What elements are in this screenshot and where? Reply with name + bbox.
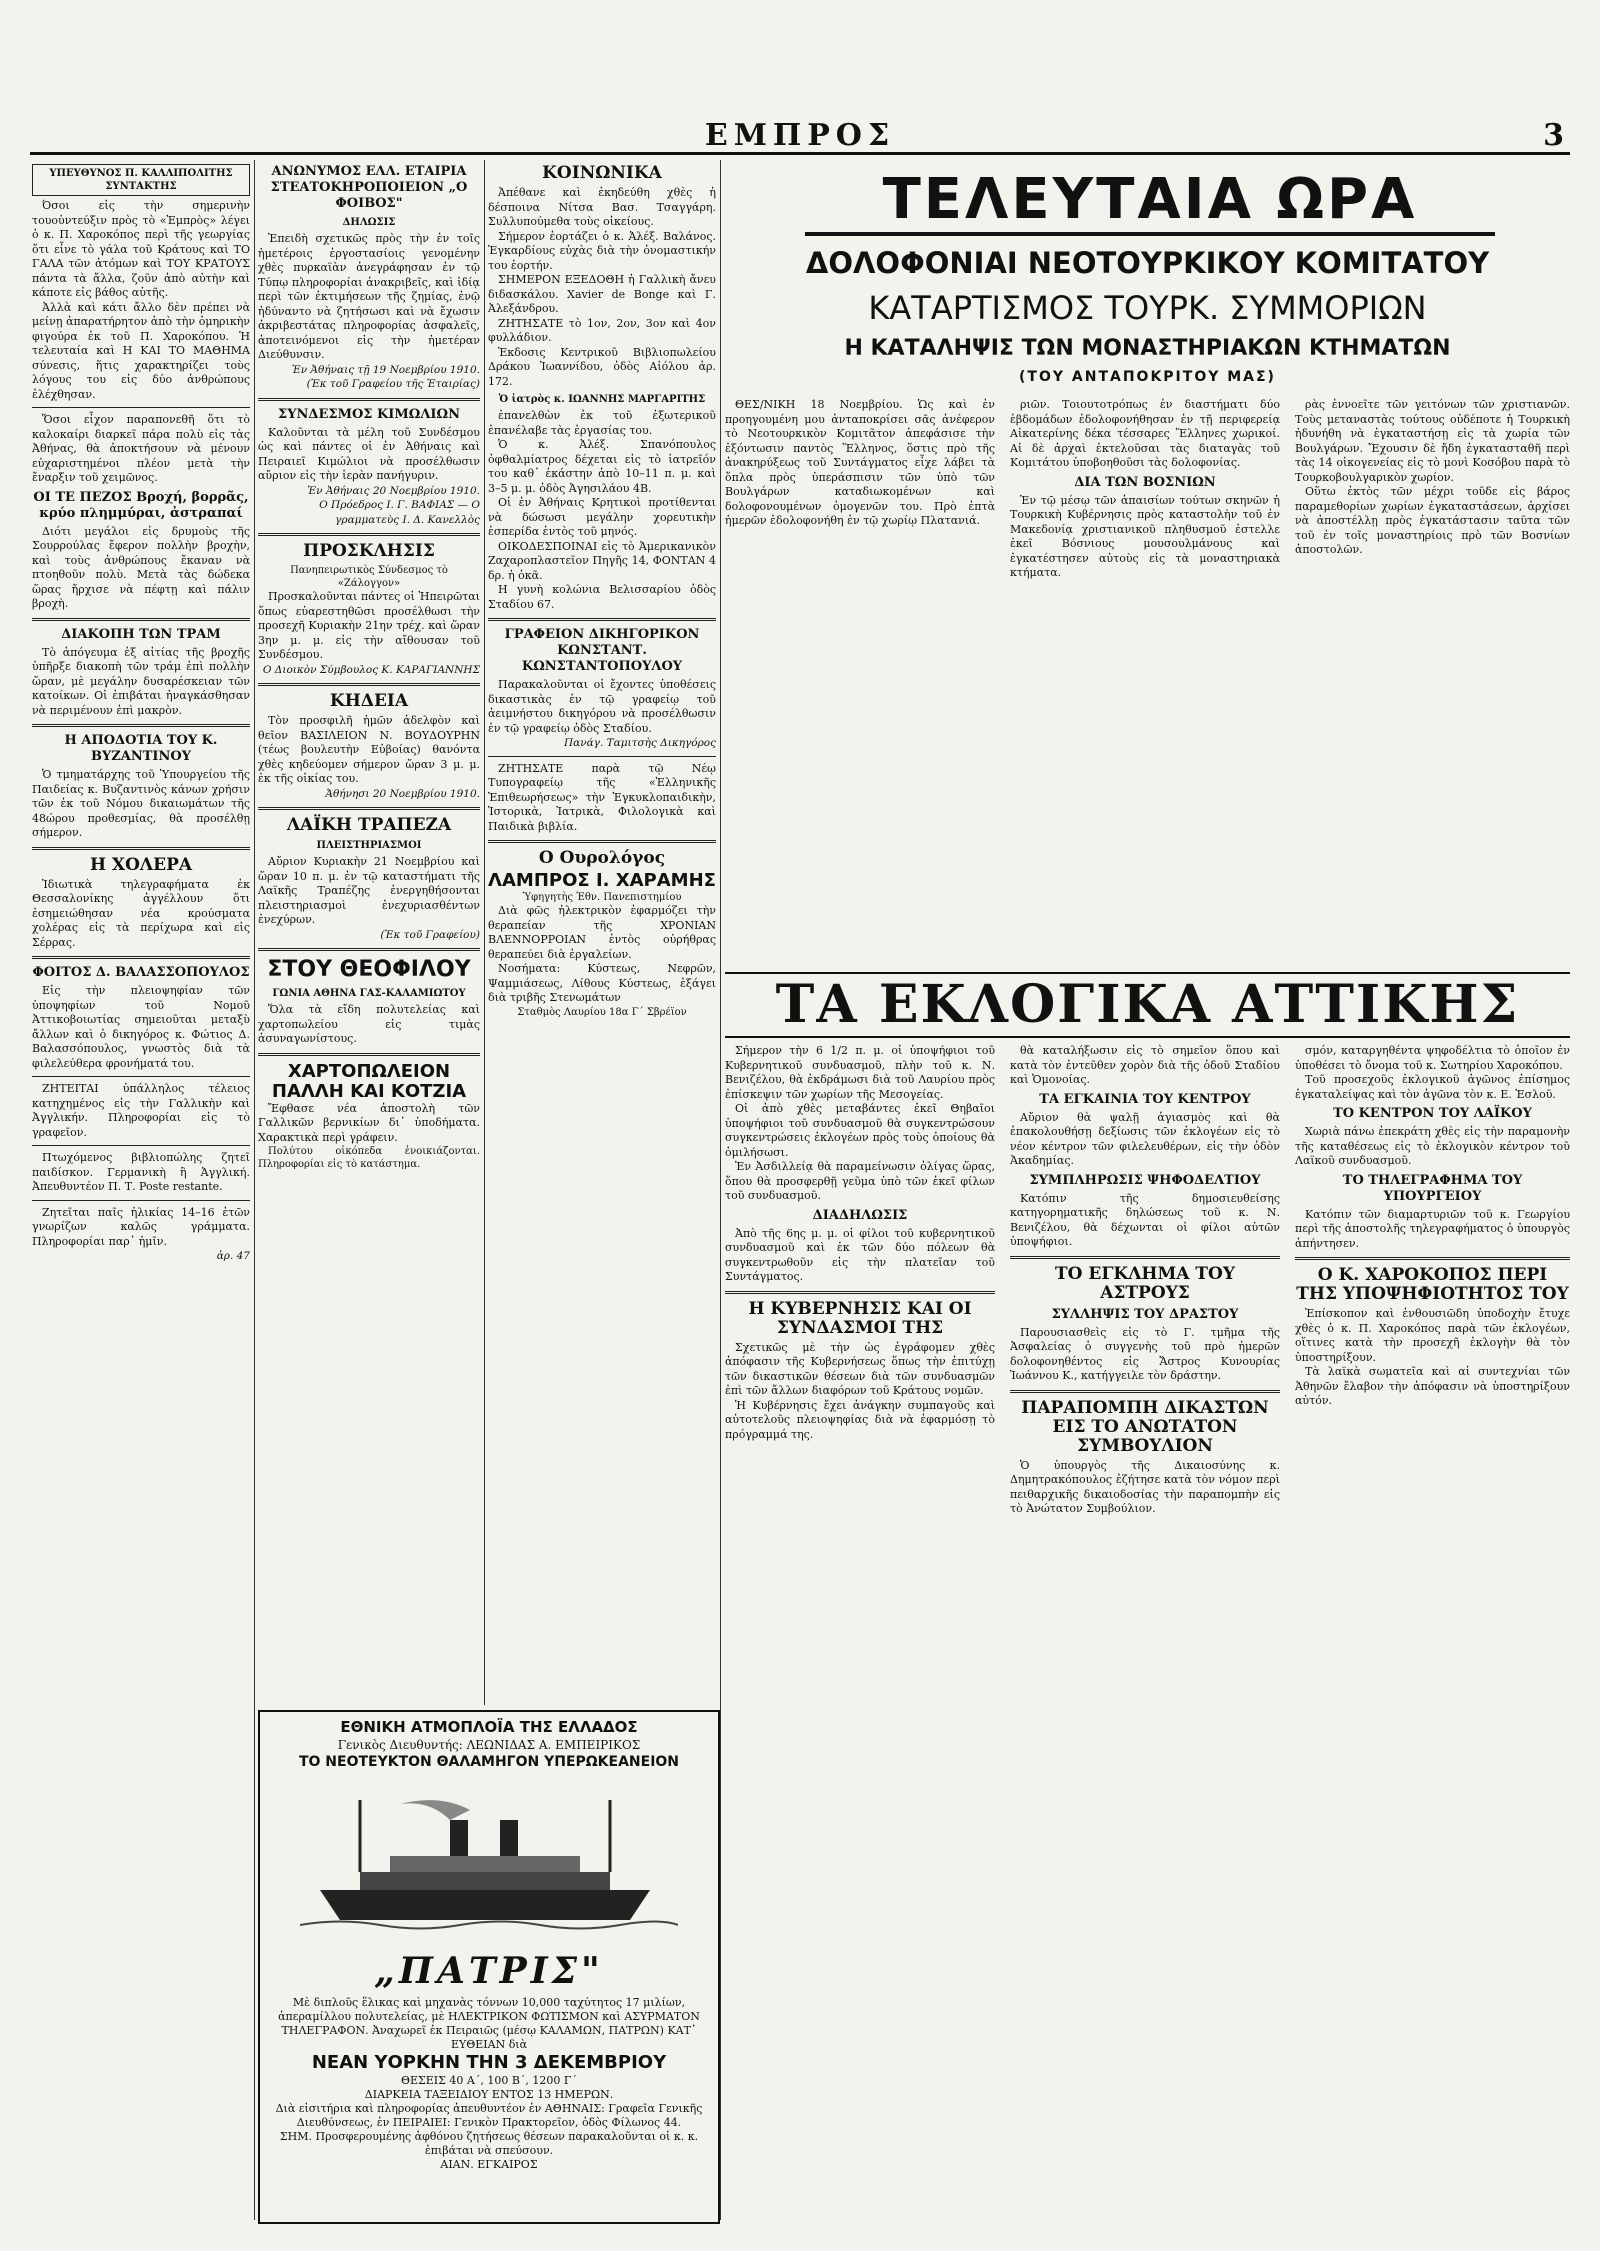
company-heading: ΑΝΩΝΥΜΟΣ ΕΛΛ. ΕΤΑΙΡΙΑ ΣΤΕΑΤΟΚΗΡΟΠΟΙΕΙΟΝ „Ο ΦΟΙΒΟΣ" [270, 164, 468, 211]
divider [258, 1053, 480, 1056]
kimolion-notice: Καλοῦνται τὰ μέλη τοῦ Συνδέσμου ὡς καὶ πάντες οἱ ἐν Ἀθήναις καὶ Πειραιεῖ Κιμώλιοι νὰ προσέλθωσιν αὔριον εἰς τὴν ἱερὰν πανήγυριν. [258, 425, 480, 482]
urologist-title: Ὑφηγητὴς Ἐθν. Πανεπιστημίου [522, 892, 682, 903]
divider [258, 398, 480, 401]
divider [258, 533, 480, 536]
article-paragraph: Κατόπιν τῆς δημοσιευθείσης κατηγορηματικῆς δηλώσεως τοῦ κ. Ν. Βενιζέλου, θὰ δέχωνται οἱ φίλοι αὐτῶν ὑποψήφιοι. [1010, 1191, 1280, 1248]
article-paragraph: Ἀλλὰ καὶ κάτι ἄλλο δὲν πρέπει νὰ μείνῃ ἀπαρατήρητον ἀπὸ τὴν ὁμηρικὴν φιγούρα ἐκ τοῦ Π. Χαροκόπου. Ἡ τελευταία καὶ Η ΚΑΙ ΤΟ ΜΑΘΗΜΑ σύνεσις, ἥτις χαρακτηρίζει τοὺς λόγους του εἰς δύο ἀνθρώπους ἐλέχθησαν. [32, 300, 250, 401]
notice-date: Ἐν Ἀθήναις 20 Νοεμβρίου 1910. [307, 484, 480, 497]
shipping-advertisement [258, 1710, 720, 2224]
article-paragraph: Τοῦ προσεχοῦς ἐκλογικοῦ ἀγῶνος ἐπίσημος ἐγκαταλείψας καὶ τὸν ἀγῶνα τὸν κ. Ε. Ἑσλοῦ. [1295, 1073, 1570, 1101]
classified-ad: Ζητεῖται παῖς ἡλικίας 14–16 ἐτῶν γνωρίζων καλῶς γράμματα. Πληροφορίαι παρ᾽ ἡμῖν. [32, 1205, 250, 1248]
news-column [1010, 398, 1280, 968]
shipping-director: Γενικὸς Διευθυντής: ΛΕΩΝΙΔΑΣ Α. ΕΜΠΕΙΡΙΚΟΣ [337, 1738, 641, 1752]
notice-signature: Ο Διοικὸν Σύμβουλος Κ. ΚΑΡΑΓΙΑΝΝΗΣ [262, 663, 480, 676]
column-divider [254, 160, 255, 2220]
article-paragraph: Τὸ ἀπόγευμα ἐξ αἰτίας τῆς βροχῆς ὑπῆρξε διακοπὴ τῶν τράμ ἐπὶ πολλὴν ὥραν, μὲ μεγάλην δυσαρέσκειαν τῶν κατοίκων. Οἱ ἐπιβάται ἠναγκάσθησαν νὰ περιμένουν ἐπὶ μακρὸν. [32, 645, 250, 717]
article-paragraph: ρὰς ἐννοεῖτε τῶν γειτόνων τῶν χριστιανῶν. Τοὺς μεταναστὰς τούτους οὐδέποτε ἡ Τουρκικὴ ἠδυνήθη νὰ ἐγκαταστήσῃ εἰς τὰ χωρία τῶν Βουλγάρων. Ἔχουσιν δὲ ἤδη ἐγκατασταθῆ περὶ τὰς 14 οἰκογενείας εἰς τὸ μονὶ Κοσόβου παρὰ τὸ Τουρκοβουλγαρικὸν χωρίον. [1295, 398, 1570, 484]
divider [488, 756, 716, 757]
article-paragraph: Οἱ ἀπὸ χθὲς μεταβάντες ἐκεῖ Θηβαῖοι ὑποψήφιοι τοῦ συνδυασμοῦ θὰ συγκεντρώσουν συγκεντρώσεις ἐκλογέων πρὸς τοὺς ὁποίους θὰ ὁμιλήσωσι. [725, 1102, 995, 1159]
classified-ad: ΖΗΤΕΙΤΑΙ ὑπάλληλος τέλειος κατηχημένος εἰς τὴν Γαλλικὴν καὶ Ἀγγλικήν. Πληροφορίαι εἰς τὸ γραφεῖον. [32, 1082, 250, 1139]
notice-date: Ἀθήνησι 20 Νοεμβρίου 1910. [325, 787, 480, 800]
elections-column [1010, 1044, 1280, 2220]
social-item: Ὁ κ. Ἀλέξ. Σπανόπουλος ὀφθαλμίατρος δέχεται εἰς τὸ ἰατρεῖόν του καθ᾽ ἑκάστην ἀπὸ 10–11 π. μ. καὶ 3–5 μ. μ. ὁδὸς Ἀγησιλάου 4Β. [488, 438, 716, 495]
divider [488, 618, 716, 621]
divider [1010, 1256, 1280, 1259]
news-column [1295, 398, 1570, 968]
social-heading: ΚΟΙΝΩΝΙΚΑ [542, 163, 662, 183]
article-paragraph: Ἐν τῷ μέσῳ τῶν ἀπαισίων τούτων σκηνῶν ἡ Τουρκικὴ Κυβέρνησις πρὸς καταστολὴν τοῦ ἐν Μακεδονίᾳ χριστιανικοῦ πληθυσμοῦ ἐστελλε ἐκεῖ Βόσνιους μουσουλμάνους καὶ ἐγκατέστησεν αὐτοὺς εἰς τὰ μοναστηριακὰ κτήματα. [1010, 493, 1280, 579]
steamship-illustration [300, 1790, 678, 1940]
astros-crime-heading: ΤΟ ΕΓΚΛΗΜΑ ΤΟΥ ΑΣΤΡΟΥΣ [1055, 1263, 1235, 1303]
social-item: Η γυνὴ κολώνια Βελισσαρίου ὁδὸς Σταδίου 67. [488, 583, 716, 611]
notice-signature: (Ἐκ τοῦ Γραφείου τῆς Ἑταιρίας) [306, 378, 480, 390]
ship-specs: Μὲ διπλοῦς ἕλικας καὶ μηχανὰς τόννων 10,000 ταχύτητος 17 μιλίων, ἀπεραμίλλου πολυτελείας, μὲ ΗΛΕΚΤΡΙΚΟΝ ΦΩΤΙΣΜΟΝ καὶ ΑΣΥΡΜΑΤΟΝ ΤΗΛΕΓΡΑΦΟΝ. Ἀναχωρεῖ ἐκ Πειραιῶς (μέσῳ ΚΑΛΑΜΩΝ, ΠΑΤΡΩΝ) ΚΑΤ᾽ ΕΥΘΕΙΑΝ διὰ [278, 1996, 700, 2051]
notice-signature: Πανάγ. Ταμιτσὴς Δικηγόρος [563, 737, 716, 749]
article-paragraph: Διότι μεγάλοι εἰς δρυμοὺς τῆς Σουρρούλας ἔφερον πολλὴν βροχὴν, καὶ τοὺς ἀνθρώπους ἔκαναν νὰ πτοηθοῦν πολὺ. Μετὰ τὰς δώδεκα ὥρας ἤρχισε νὰ πέφτῃ καὶ πάλιν βροχὴ. [32, 524, 250, 610]
divider [725, 1291, 995, 1294]
column-2 [258, 160, 480, 1700]
valassopoulos-heading: ΦΟΙΤΟΣ Δ. ΒΑΛΑΣΣΟΠΟΥΛΟΣ [32, 965, 250, 980]
divider [258, 807, 480, 810]
divider [32, 1076, 250, 1077]
latest-news-section [725, 160, 1570, 2220]
urologist-name: ΛΑΜΠΡΟΣ Ι. ΧΑΡΑΜΗΣ [488, 870, 716, 891]
ship-note: ΣΗΜ. Προσφερουμένης ἀφθόνου ζητήσεως θέσεων παρακαλοῦνται οἱ κ. κ. ἐπιβάται νὰ σπεύσουν. [279, 2130, 699, 2157]
article-paragraph: σμόν, καταργηθέντα ψηφοδέλτια τὸ ὁποῖον ἐν ὑποθέσει τὸ ὄνομα τοῦ κ. Σωτηρίου Χαροκόπου. [1295, 1044, 1570, 1072]
elections-column [725, 1044, 995, 2220]
company-notice: Ἐπειδὴ σχετικῶς πρὸς τὴν ἐν τοῖς ἡμετέροις ἐργοστασίοις γενομένην χθὲς πυρκαϊὰν ἀνεγράφησαν ἐν τῷ Τύπῳ πληροφορίαι ἀνακριβεῖς, καὶ ἰδίᾳ περὶ τῶν ἐκτιμήσεων τῆς ζημίας, ἐνῷ ἠδύναντο νὰ ζητήσωσι καὶ νὰ ἔχωσιν ἀκριβεστάτας πληροφορίας ἀσφαλεῖς, ἀποτεινόμενοι εἰς τὴν ἡμετέραν Διεύθυνσιν. [258, 232, 480, 361]
ship-agent: ΑΙΑΝ. ΕΓΚΑΙΡΟΣ [440, 2158, 538, 2171]
funeral-notice: Τὸν προσφιλῆ ἡμῶν ἀδελφὸν καὶ θεῖον ΒΑΣΙΛΕΙΟΝ Ν. ΒΟΥΔΟΥΡΗΝ (τέως βουλευτὴν Εὐβοίας) θανόντα χθὲς κηδεύομεν σήμερον ὥραν 3 μ. μ. ἐκ τῆς οἰκίας του. [258, 714, 480, 785]
article-paragraph: θὰ καταλήξωσιν εἰς τὸ σημεῖον ὅπου καὶ κατὰ τὸν ἐντεῦθεν χορὸν διὰ τῆς ὁδοῦ Σταδίου καὶ Ὁμονοίας. [1010, 1044, 1280, 1086]
bosnians-heading: ΔΙΑ ΤΩΝ ΒΟΣΝΙΩΝ [1074, 474, 1216, 490]
bank-notice: Αὔριον Κυριακὴν 21 Νοεμβρίου καὶ ὥραν 10 π. μ. ἐν τῷ καταστήματι τῆς Λαϊκῆς Τραπέζης ἐνεργηθήσονται πλειστηριασμοὶ ἐνεχυριασθέντων ἐνεχύρων. [258, 855, 480, 926]
social-item: Οἱ ἐν Ἀθήναις Κρητικοὶ προτίθενται νὰ δώσωσι μεγάλην χορευτικὴν ἑσπερίδα ἐντὸς τοῦ μηνός. [488, 496, 716, 538]
social-item: ΖΗΤΗΣΑΤΕ τὸ 1ον, 2ον, 3ον καὶ 4ον φυλλάδιον. [488, 316, 716, 344]
article-paragraph: ριῶν. Τοιουτοτρόπως ἐν διαστήματι δύο ἑβδομάδων ἐδολοφονήθησαν ἐν τῇ περιφερείᾳ Αἰκατερίνης δέκα τέσσαρες Ἕλληνες χωρικοί. Αἱ δὲ ἀρχαὶ ἐκτελοῦσαι τὰς διαταγὰς τοῦ Κομιτάτου ὑποβοηθοῦσι τὰς δολοφονίας. [1010, 398, 1280, 469]
telegram-heading: ΤΟ ΤΗΛΕΓΡΑΦΗΜΑ ΤΟΥ ΥΠΟΥΡΓΕΙΟΥ [1342, 1172, 1523, 1204]
article-paragraph: Ἐν Ἀσδιλλείᾳ θὰ παραμείνωσιν ὀλίγας ὥρας, ὅπου θὰ προσφερθῇ γεῦμα ὑπὸ τῶν ἐκεῖ φίλων τοῦ συνδυασμοῦ. [725, 1160, 995, 1202]
shipping-details [270, 1996, 708, 2172]
headline-correspondent: (ΤΟΥ ΑΝΤΑΠΟΚΡΙΤΟΥ ΜΑΣ) [1019, 369, 1276, 385]
social-item: ΟΙΚΟΔΕΣΠΟΙΝΑΙ εἰς τὸ Ἀμερικανικὸν Ζαχαροπλαστεῖον Πηγῆς 14, ΦΟΝΤΑΝ 4 δρ. ἡ ὀκᾶ. [488, 539, 716, 582]
cholera-heading: Η ΧΟΛΕΡΑ [89, 854, 193, 875]
column-1 [32, 160, 250, 2220]
bank-heading: ΛΑΪΚΗ ΤΡΑΠΕΖΑ [286, 815, 452, 835]
notice-date: Ἐν Ἀθήναις τῇ 19 Νοεμβρίου 1910. [291, 363, 480, 376]
company-subheading: ΔΗΛΩΣΙΣ [342, 217, 396, 228]
urologist-heading: Ο Ουρολόγος [538, 848, 666, 868]
demonstration-heading: ΔΙΑΔΗΛΩΣΙΣ [812, 1207, 908, 1223]
social-item: Ἀπέθανε καὶ ἐκηδεύθη χθὲς ἡ δέσποινα Νίτσα Βασ. Τσαγγάρη. Συλλυπούμεθα τοὺς οἰκείους. [488, 186, 716, 228]
article-paragraph: Αὔριον θὰ ψαλῇ ἁγιασμὸς καὶ θὰ ἐπακολουθήσῃ δεξίωσις τῶν ἐκλογέων εἰς τὸ νέον κέντρον τῶν φιλελευθέρων, εἰς τὴν ὁδὸν Ἀκαδημίας. [1010, 1110, 1280, 1167]
article-paragraph: Ὅσοι εἶχον παραπονεθῆ ὅτι τὸ καλοκαίρι διαρκεῖ πάρα πολὺ εἰς τὰς Ἀθήνας, θὰ ἀποκτήσουν νὰ μένουν εὐχαριστημένοι πλέον μετὰ τὴν ἔναρξιν τοῦ χειμῶνος. [32, 413, 250, 484]
article-paragraph: Τὰ λαϊκὰ σωματεῖα καὶ αἱ συντεχνίαι τῶν Ἀθηνῶν ἔλαβον τὴν ἀπόφασιν νὰ ὑποστηρίξουν αὐτόν. [1295, 1365, 1570, 1407]
article-paragraph: Κατόπιν τῶν διαμαρτυριῶν τοῦ κ. Γεωργίου περὶ τῆς ἀποστολῆς τηλεγραφήματος ὁ ὑπουργὸς ἀπήντησεν. [1295, 1207, 1570, 1250]
article-paragraph: Σχετικῶς μὲ τὴν ὡς ἐγράφομεν χθὲς ἀπόφασιν τῆς Κυβερνήσεως ὅπως τὴν ἐπιτύχῃ τῶν δικαστικῶν θέσεων διὰ τῶν συνδυασμῶν ἐπὶ τῶν ἄλλων διαφόρων τοῦ Κράτους νομῶν. [725, 1340, 995, 1397]
headline-monasteries: Η ΚΑΤΑΛΗΨΙΣ ΤΩΝ ΜΟΝΑΣΤΗΡΙΑΚΩΝ ΚΤΗΜΑΤΩΝ [844, 336, 1451, 361]
charokopos-heading: Ο Κ. ΧΑΡΟΚΟΠΟΣ ΠΕΡΙ ΤΗΣ ΥΠΟΨΗΦΙΟΤΗΤΟΣ ΤΟΥ [1296, 1265, 1569, 1304]
theofilou-text: Ὅλα τὰ εἴδη πολυτελείας καὶ χαρτοπωλείου εἰς τιμὰς ἀσυναγωνίστους. [258, 1003, 480, 1045]
social-item: ΣΗΜΕΡΟΝ ΕΞΕΔΟΘΗ ἡ Γαλλικὴ ἄνευ διδασκάλου. Xavier de Bonge καὶ Γ. Ἀλεξάνδρου. [488, 273, 716, 315]
theofilou-heading: ΣΤΟΥ ΘΕΟΦΙΛΟΥ [267, 957, 471, 982]
article-paragraph: Εἰς τὴν πλειοψηφίαν τῶν ὑποψηφίων τοῦ Νομοῦ Ἀττικοβοιωτίας σημειοῦται μεταξὺ ἄλλων καὶ ὁ δικηγόρος κ. Φώτιος Δ. Βαλασσόπουλος, γνωστὸς διὰ τὰ φιλελεύθερα φρονήματά του. [32, 984, 250, 1070]
article-paragraph: Όσοι εἰς τὴν σημερινὴν τουοὐντεύξιν πρὸς τὸ «Ἐμπρὸς» λέγει ὁ κ. Π. Χαροκόπος περὶ τῆς γεωργίας ὅτι εἶνε τὸ γάλα τοῦ Κράτους καὶ ΤΟ ΓΑΛΑ τῶν ἀτόμων καὶ ΤΟΥ ΚΡΑΤΟΥΣ πάντα τὰ ἄλλα, ζοῦν ἀπὸ αὐτὴν καὶ κάποτε εἰς βάθος αὐτῆς. [32, 199, 250, 299]
divider [32, 956, 250, 959]
ship-destination: ΝΕΑΝ ΥΟΡΚΗΝ ΤΗΝ 3 ΔΕΚΕΜΒΡΙΟΥ [311, 2052, 667, 2073]
invitation-subheading: Πανηπειρωτικὸς Σύνδεσμος τὸ «Ζάλογγον» [290, 565, 448, 589]
column-divider [484, 160, 485, 1705]
elections-column [1295, 1044, 1570, 2220]
urologist-illnesses: Νοσήματα: Κύστεως, Νεφρῶν, Ψαμμιάσεως, Λίθους Κύστεως, ἐξάγει διὰ τριβῆς Στενωμάτων [488, 962, 716, 1004]
divider [258, 948, 480, 951]
column-divider [720, 160, 721, 2220]
divider [32, 618, 250, 621]
social-item: Σήμερον ἑορτάζει ὁ κ. Ἀλέξ. Βαλάνος. Ἐγκαρδίους εὐχὰς διὰ τὴν ὀνομαστικήν του ἑορτήν. [488, 229, 716, 272]
divider [258, 683, 480, 686]
laiko-center-heading: ΤΟ ΚΕΝΤΡΟΝ ΤΟΥ ΛΑΪΚΟΥ [1333, 1106, 1532, 1121]
social-item: ἐπανελθὼν ἐκ τοῦ ἐξωτερικοῦ ἐπανέλαβε τὰς ἐργασίας του. [488, 409, 716, 437]
article-paragraph: Ὁ τμηματάρχης τοῦ Ὑπουργείου τῆς Παιδείας κ. Βυζαντινὸς κάνων χρήσιν τῶν ἐκ τοῦ Νόμου δικαιωμάτων τῆς 48ώρου προθεσμίας, θὰ προσέλθῃ σήμερον. [32, 768, 250, 839]
page-number: 3 [1543, 118, 1564, 153]
judges-referral-heading: ΠΑΡΑΠΟΜΠΗ ΔΙΚΑΣΤΩΝ ΕΙΣ ΤΟ ΑΝΩΤΑΤΟΝ ΣΥΜΒΟΥΛΙΟΝ [1021, 1397, 1269, 1456]
social-item: Ἐκδοσις Κεντρικοῦ Βιβλιοπωλείου Δράκου Ἰωαννίδου, ὁδὸς Αἰόλου ἀρ. 172. [488, 345, 716, 388]
tram-heading: ΔΙΑΚΟΠΗ ΤΩΝ ΤΡΑΜ [61, 626, 221, 642]
article-paragraph: Παρουσιασθεὶς εἰς τὸ Γ. τμῆμα τῆς Ἀσφαλείας ὁ συγγενὴς τοῦ πρὸ ἡμερῶν δολοφονηθέντος εἰς Ἄστρος Κυνουρίας Ἰωάννου Κ., κατήγγειλε τὸν δράστην. [1010, 1325, 1280, 1382]
ship-contact: Διὰ εἰσιτήρια καὶ πληροφορίας ἀπευθυντέον ἐν ΑΘΗΝΑΙΣ: Γραφεῖα Γενικῆς Διευθύνσεως, ἐν ΠΕΙΡΑΙΕΙ: Γενικὸν Πρακτορεῖον, ὁδὸς Φίλωνος 44. [275, 2102, 703, 2129]
shipping-subtitle: ΤΟ ΝΕΟΤΕΥΚΤΟΝ ΘΑΛΑΜΗΓΟΝ ΥΠΕΡΩΚΕΑΝΕΙΟΝ [298, 1754, 680, 1770]
article-paragraph: ΘΕΣ/ΝΙΚΗ 18 Νοεμβρίου. Ὡς καὶ ἐν προηγουμένη μου ἀνταποκρίσει σᾶς ἀνέφερον τὸ Νεοτουρκικὸν Κομιτᾶτον ἀπεφάσισε τὴν ἐξόντωσιν παντὸς Ἕλληνος, ὅστις πρὸ τῆς ἀνακηρύξεως τοῦ Συντάγματος εἶχε λάβει τὰ ὅπλα πρὸς ὑπεράσπισιν τῶν ὑπὸ τῶν Βουλγάρων καταδιωκομένων καὶ δολοφονουμένων ὁμογενῶν του. Πρὸ ἐπτὰ ἡμερῶν ἐδολοφονήθη ἐν τῷ χωρίῳ Πλατανιά. [725, 398, 995, 527]
stationery-heading: ΧΑΡΤΟΠΩΛΕΙΟΝ ΠΑΛΛΗ ΚΑΙ ΚΟΤΖΙΑ [271, 1060, 467, 1102]
article-paragraph: Οὕτω ἐκτὸς τῶν μέχρι τοῦδε εἰς βάρος παραμεθορίων χωρίων ἐγκαταστάσεων, ἀρχίσει νὰ ἀποστέλλῃ πρὸς ἐγκατάστασιν ταῦτα τῶν τοῦ ἐν τοῖς μοναστηρίοις πρὸ τῶν Βοσνίων ἀποστολῶν. [1295, 485, 1570, 556]
urologist-text: Διὰ φῶς ἠλεκτρικὸν ἐφαρμόζει τὴν θεραπείαν τῆς ΧΡΟΝΙΑΝ ΒΛΕΝΝΟΡΡΟΙΑΝ ἐντὸς οὐρήθρας θεραπεύει διὰ ἐργαλείων. [488, 904, 716, 961]
ship-duration: ΔΙΑΡΚΕΙΑ ΤΑΞΕΙΔΙΟΥ ΕΝΤΟΣ 13 ΗΜΕΡΩΝ. [364, 2088, 614, 2101]
article-paragraph: Ἀπὸ τῆς 6ης μ. μ. οἱ φίλοι τοῦ κυβερνητικοῦ συνδυασμοῦ καὶ ἐκ τῶν δύο πόλεων θὰ συγκεντρωθοῦν εἰς τὴν πλατεῖαν τοῦ Συντάγματος. [725, 1226, 995, 1283]
article-paragraph: Σήμερον τὴν 6 1/2 π. μ. οἱ ὑποψήφιοι τοῦ Κυβερνητικοῦ συνδυασμοῦ, πλὴν τοῦ κ. Ν. Βενιζέλου, θὰ ἐκδράμωσι διὰ τοῦ Λαυρίου πρὸς ἐπίσκεψιν τῶν χωρίων τῆς Μεσογείας. [725, 1044, 995, 1101]
news-column [725, 398, 995, 968]
books-ad: ΖΗΤΗΣΑΤΕ παρὰ τῷ Νέῳ Τυπογραφείῳ τῆς «Ἑλληνικῆς Ἐπιθεωρήσεως» τὴν Ἐγκυκλοπαιδικὴν, Ἱστορικὰ, Ἰατρικὰ, Φιλολογικὰ καὶ Παιδικὰ βιβλία. [488, 761, 716, 833]
divider [32, 1145, 250, 1146]
arrest-subheading: ΣΥΛΛΗΨΙΣ ΤΟΥ ΔΡΑΣΤΟΥ [1051, 1306, 1239, 1322]
doctor-heading: Ὁ ἰατρὸς κ. ΙΩΑΝΝΗΣ ΜΑΡΓΑΡΙΤΗΣ [498, 394, 706, 405]
ship-berths: ΘΕΣΕΙΣ 40 Α΄, 100 Β΄, 1200 Γ΄ [400, 2074, 578, 2087]
funeral-heading: ΚΗΔΕΙΑ [329, 691, 409, 711]
newspaper-title: ΕΜΠΡΟΣ [704, 118, 896, 153]
shipping-company: ΕΘΝΙΚΗ ΑΤΜΟΠΛΟΪΑ ΤΗΣ ΕΛΛΑΔΟΣ [340, 1718, 638, 1736]
invitation-text: Προσκαλοῦνται πάντες οἱ Ἠπειρῶται ὅπως εὐαρεστηθῶσι προσέλθωσι τὴν προσεχῆ Κυριακὴν 21ην τρέχ. καὶ ὥραν 3ην μ. μ. εἰς τὴν αἴθουσαν τοῦ Συνδέσμου. [258, 590, 480, 661]
divider [32, 407, 250, 408]
article-paragraph: Ἰδιωτικὰ τηλεγραφήματα ἐκ Θεσσαλονίκης ἀγγέλλουν ὅτι ἐσημειώθησαν νέα κρούσματα χολέρας εἰς τὰ περίχωρα καὶ εἰς Σέρρας. [32, 877, 250, 949]
stationery-text: Ἔφθασε νέα ἀποστολὴ τῶν Γαλλικῶν βερνικίων δι᾽ ὑποδήματα. Χαρακτικὰ περὶ γράφειν. [258, 1101, 480, 1144]
stationery-note: Πολύτου οἰκόπεδα ἐνοικιάζονται. Πληροφορίαι εἰς τὸ κατάστημα. [258, 1146, 480, 1170]
byzantinos-heading: Η ΑΠΟΔΟΤΙΑ ΤΟΥ Κ. ΒΥΖΑΝΤΙΝΟΥ [64, 733, 218, 764]
article-paragraph: Χωριὰ πάνω ἐπεκράτη χθὲς εἰς τὴν παραμονὴν τῆς καταθέσεως εἰς τὸ ἐκλογικὸν κέντρον τοῦ Λαϊκοῦ συνδυασμοῦ. [1295, 1125, 1570, 1167]
law-office-text: Παρακαλοῦνται οἱ ἔχοντες ὑποθέσεις δικαστικὰς ἐν τῷ γραφείῳ τοῦ ἀειμνήστου δικηγόρου νὰ προσέλθωσιν ἐν τῷ γραφείῳ ὁδὸς Σταδίου. [488, 678, 716, 735]
classified-ad: Πτωχόμενος βιβλιοπώλης ζητεῖ παιδίσκον. Γερμανικὴ ἢ Ἀγγλική. Ἀπευθυντέον Π. Τ. Poste restante. [32, 1151, 250, 1193]
center-opening-heading: ΤΑ ΕΓΚΑΙΝΙΑ ΤΟΥ ΚΕΝΤΡΟΥ [1039, 1091, 1251, 1107]
government-heading: Η ΚΥΒΕΡΝΗΣΙΣ ΚΑΙ ΟΙ ΣΥΝΔΑΣΜΟΙ ΤΗΣ [748, 1298, 972, 1338]
divider [1295, 1257, 1570, 1260]
ship-name: „ΠΑΤΡΙΣ" [374, 1950, 604, 1992]
attica-elections-heading: ΤΑ ΕΚΛΟΓΙΚΑ ΑΤΤΙΚΗΣ [725, 972, 1570, 1038]
divider [1010, 1390, 1280, 1393]
invitation-heading: ΠΡΟΣΚΛΗΣΙΣ [303, 541, 435, 561]
headline-murders: ΔΟΛΟΦΟΝΙΑΙ ΝΕΟΤΟΥΡΚΙΚΟΥ ΚΟΜΙΤΑΤΟΥ [805, 246, 1490, 280]
urologist-address: Σταθμὸς Λαυρίου 18α Γ΄ Σβρέϊον [517, 1006, 687, 1018]
weather-heading: ΟΙ ΤΕ ΠΕΖΟΣ Βροχή, βορρᾶς, κρύο πλημμύραι, ἀστραπαί [33, 489, 249, 521]
masthead [30, 118, 1570, 155]
column-3 [488, 160, 716, 1700]
theofilou-address: ΓΩΝΙΑ ΑΘΗΝΑ ΓΑΣ-ΚΑΛΑΜΙΩΤΟΥ [272, 988, 466, 999]
divider [488, 840, 716, 843]
law-office-heading: ΓΡΑΦΕΙΟΝ ΔΙΚΗΓΟΡΙΚΟΝ ΚΩΝΣΤΑΝΤ. ΚΩΝΣΤΑΝΤΟΠΟΥΛΟΥ [504, 627, 700, 674]
divider [32, 847, 250, 850]
bank-subheading: ΠΛΕΙΣΤΗΡΙΑΣΜΟΙ [316, 840, 422, 851]
latest-hour-banner: ΤΕΛΕΥΤΑΙΑ ΩΡΑ [805, 168, 1495, 236]
notice-signature: Ο Πρόεδρος Ι. Γ. ΒΑΦΙΑΣ — Ο γραμματεὺς Ι. Δ. Κανελλὸς [319, 499, 480, 526]
notice-signature: (Ἐκ τοῦ Γραφείου) [380, 928, 480, 941]
divider [32, 724, 250, 727]
kimolion-heading: ΣΥΝΔΕΣΜΟΣ ΚΙΜΩΛΙΩΝ [278, 406, 460, 422]
headline-bands: ΚΑΤΑΡΤΙΣΜΟΣ ΤΟΥΡΚ. ΣΥΜΜΟΡΙΩΝ [868, 289, 1427, 327]
ballot-heading: ΣΥΜΠΛΗΡΩΣΙΣ ΨΗΦΟΔΕΛΤΙΟΥ [1029, 1172, 1261, 1188]
editor-box: ΥΠΕΥΘΥΝΟΣ Π. ΚΑΛΛΙΠΟΛΙΤΗΣ ΣΥΝΤΑΚΤΗΣ [32, 164, 250, 196]
article-paragraph: Ἡ Κυβέρνησις ἔχει ἀνάγκην συμπαγοῦς καὶ αὐτοτελοῦς πλειοψηφίας διὰ νὰ ἐφαρμόσῃ τὸ πρόγραμμά της. [725, 1398, 995, 1441]
divider [32, 1200, 250, 1201]
article-paragraph: Ὁ ὑπουργὸς τῆς Δικαιοσύνης κ. Δημητρακόπουλος ἐζήτησε κατὰ τὸν νόμον περὶ πειθαρχικῆς δικαιοδοσίας τὴν παραπομπὴν εἰς τὸ Ἀνώτατον Συμβούλιον. [1010, 1458, 1280, 1515]
article-paragraph: Ἐπίσκοπον καὶ ἐνθουσιῶδη ὑποδοχὴν ἔτυχε χθὲς ὁ κ. Π. Χαροκόπος παρὰ τῶν ἐκλογέων, οἵτινες κατὰ τὴν προσεχῆ ἐκλογὴν θὰ τὸν ὑποστηρίξουν. [1295, 1307, 1570, 1364]
classified-reference: ἀρ. 47 [216, 1250, 250, 1262]
